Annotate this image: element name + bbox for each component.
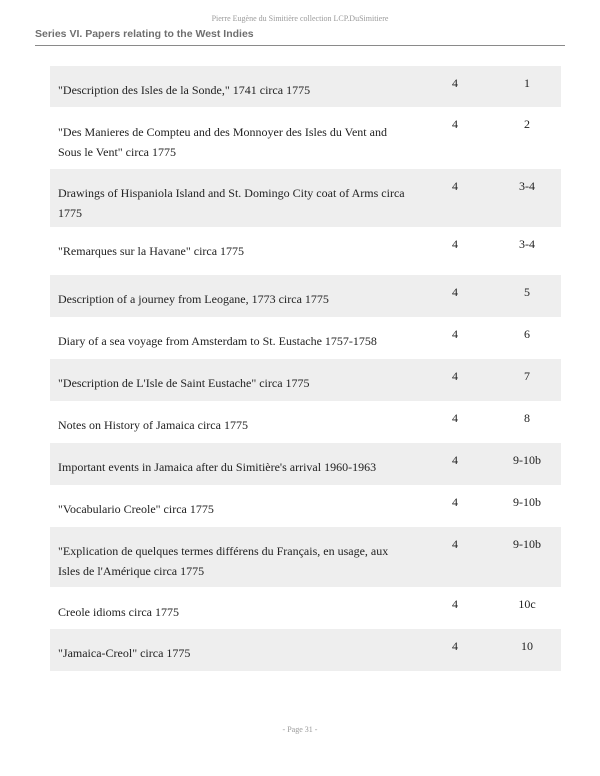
- table-row: [50, 443, 561, 485]
- box-number: 4: [452, 453, 458, 467]
- item-description: Description of a journey from Leogane, 1773 circa 1775: [58, 292, 329, 306]
- item-description: "Remarques sur la Havane" circa 1775: [58, 244, 245, 258]
- header-divider: [35, 45, 565, 46]
- folder-number: 9-10b: [513, 495, 541, 509]
- table-row: [50, 227, 561, 275]
- item-description: Creole idioms circa 1775: [58, 605, 179, 619]
- box-number: 4: [452, 411, 458, 425]
- table-row: [50, 317, 561, 359]
- table-row: [50, 527, 561, 587]
- item-description: Diary of a sea voyage from Amsterdam to St. Eustache 1757-1758: [58, 334, 377, 348]
- table-row: [50, 401, 561, 443]
- box-number: 4: [452, 237, 458, 251]
- folder-number: 1: [524, 76, 530, 90]
- table-row: [50, 485, 561, 527]
- folder-number: 3-4: [519, 179, 535, 193]
- box-number: 4: [452, 597, 458, 611]
- folder-number: 10: [521, 639, 533, 653]
- folder-number: 2: [524, 117, 530, 131]
- folder-number: 8: [524, 411, 530, 425]
- table-row: [50, 275, 561, 317]
- series-title: Series VI. Papers relating to the West Indies: [35, 28, 254, 40]
- folder-number: 10c: [518, 597, 536, 611]
- box-number: 4: [452, 327, 458, 341]
- item-description: "Des Manieres de Compteu and des Monnoyer des Isles du Vent and Sous le Vent" circa 1775: [58, 125, 387, 159]
- table-row: [50, 629, 561, 671]
- box-number: 4: [452, 537, 458, 551]
- table-row: [50, 359, 561, 401]
- box-number: 4: [452, 179, 458, 193]
- table-row: [50, 169, 561, 227]
- item-description: Drawings of Hispaniola Island and St. Domingo City coat of Arms circa 1775: [58, 186, 405, 220]
- box-number: 4: [452, 369, 458, 383]
- folder-number: 5: [524, 285, 530, 299]
- box-number: 4: [452, 639, 458, 653]
- box-number: 4: [452, 117, 458, 131]
- item-description: "Explication de quelques termes différens du Français, en usage, aux Isles de l'Amérique circa 1775: [58, 544, 389, 578]
- page-number: - Page 31 -: [282, 725, 318, 734]
- item-description: "Description des Isles de la Sonde," 1741 circa 1775: [58, 83, 311, 97]
- inventory-table: [50, 66, 561, 671]
- item-description: Important events in Jamaica after du Simitière's arrival 1960-1963: [58, 460, 377, 474]
- table-row: [50, 107, 561, 169]
- folder-number: 6: [524, 327, 530, 341]
- box-number: 4: [452, 285, 458, 299]
- folder-number: 3-4: [519, 237, 535, 251]
- item-description: "Jamaica-Creol" circa 1775: [58, 646, 191, 660]
- table-row: [50, 66, 561, 107]
- item-description: Notes on History of Jamaica circa 1775: [58, 418, 248, 432]
- item-description: "Description de L'Isle de Saint Eustache" circa 1775: [58, 376, 310, 390]
- folder-number: 9-10b: [513, 537, 541, 551]
- folder-number: 9-10b: [513, 453, 541, 467]
- running-head: Pierre Eugène du Simitière collection LCP.DuSimitiere: [211, 14, 389, 23]
- box-number: 4: [452, 495, 458, 509]
- box-number: 4: [452, 76, 458, 90]
- table-row: [50, 587, 561, 629]
- folder-number: 7: [524, 369, 530, 383]
- item-description: "Vocabulario Creole" circa 1775: [58, 502, 214, 516]
